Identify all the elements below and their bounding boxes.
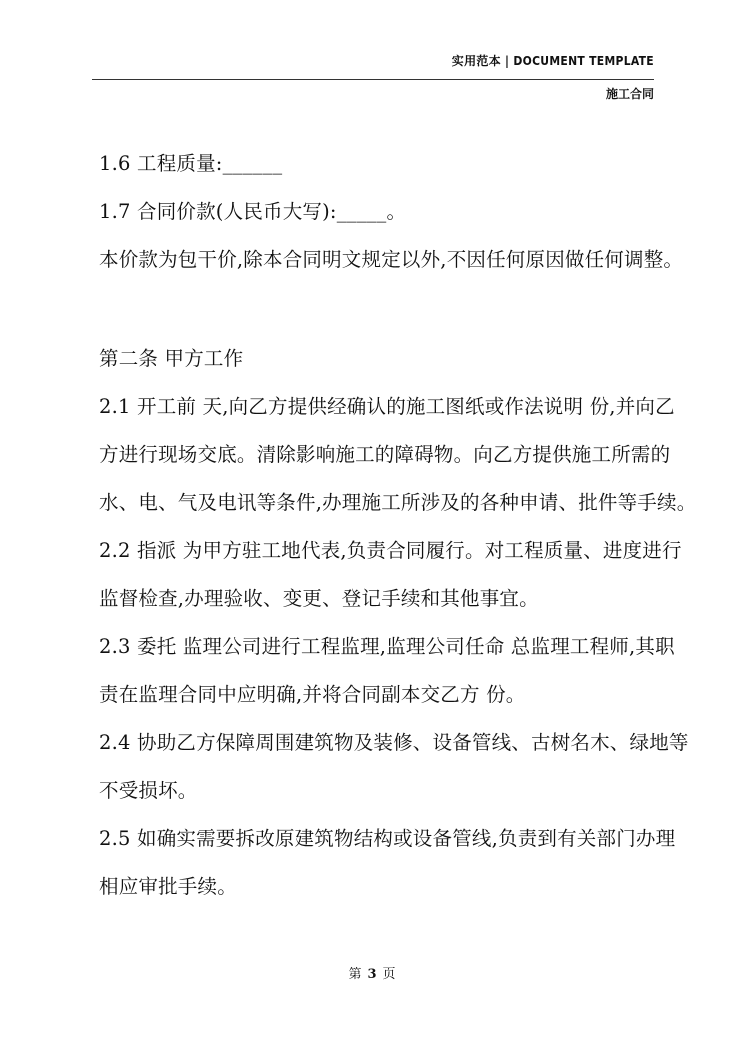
clause-2-3-line-2: 责在监理合同中应明确,并将合同副本交乙方 份。: [99, 683, 526, 706]
page-footer: [0, 963, 744, 982]
clause-2-1-line-1: 2.1 开工前 天,向乙方提供经确认的施工图纸或作法说明 份,并向乙: [99, 395, 675, 418]
page-number: 3: [367, 967, 377, 982]
footer-prefix: 第: [348, 967, 362, 982]
clause-2-1-line-2: 方进行现场交底。清除影响施工的障碍物。向乙方提供施工所需的: [99, 443, 671, 466]
clause-2-3-line-1: 2.3 委托 监理公司进行工程监理,监理公司任命 总监理工程师,其职: [99, 635, 675, 658]
header-divider: [92, 79, 654, 80]
section-spacer: [99, 284, 659, 335]
clause-2-2-line-2: 监督检查,办理验收、变更、登记手续和其他事宜。: [99, 587, 539, 610]
clause-1-7: 1.7 合同价款(人民币大写):_____。: [99, 200, 407, 223]
document-body: [99, 140, 697, 911]
clause-2-5-line-2: 相应审批手续。: [99, 875, 237, 898]
clause-2-5-line-1: 2.5 如确实需要拆改原建筑物结构或设备管线,负责到有关部门办理: [99, 827, 676, 850]
clause-2-2-line-1: 2.2 指派 为甲方驻工地代表,负责合同履行。对工程质量、进度进行: [99, 539, 682, 562]
header-title: 实用范本 | DOCUMENT TEMPLATE: [451, 54, 654, 68]
footer-suffix: 页: [382, 967, 396, 982]
section-heading-article-2: 第二条 甲方工作: [99, 347, 244, 370]
price-note: 本价款为包干价,除本合同明文规定以外,不因任何原因做任何调整。: [99, 248, 684, 271]
clause-2-4-line-1: 2.4 协助乙方保障周围建筑物及装修、设备管线、古树名木、绿地等: [99, 731, 689, 754]
header-subtitle: 施工合同: [605, 87, 654, 101]
clause-2-1-line-3: 水、电、气及电讯等条件,办理施工所涉及的各种申请、批件等手续。: [99, 491, 697, 514]
clause-1-6: 1.6 工程质量:______: [99, 152, 283, 175]
clause-2-4-line-2: 不受损坏。: [99, 779, 198, 802]
